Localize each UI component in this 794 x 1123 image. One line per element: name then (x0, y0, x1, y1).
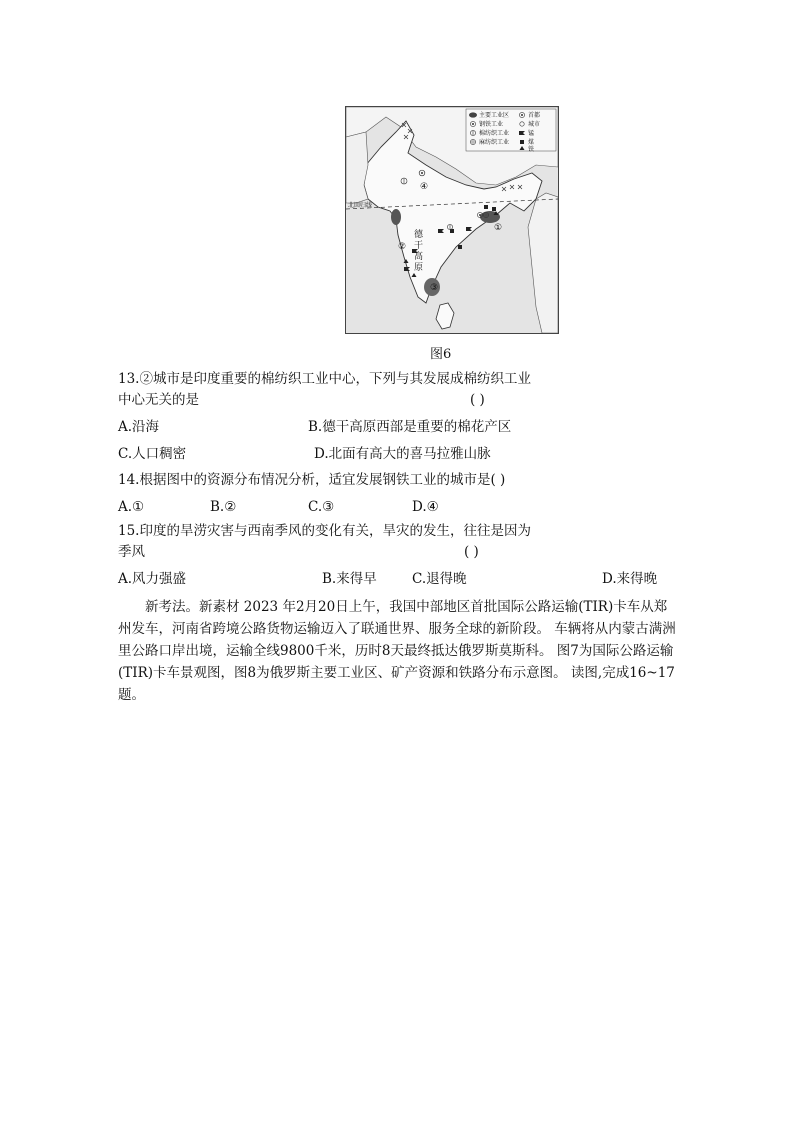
question-13-option-d: D.北面有高大的喜马拉雅山脉 (314, 446, 491, 462)
map-legend (466, 109, 556, 153)
question-13-option-c: C.人口稠密 (118, 446, 187, 462)
svg-text:干: 干 (414, 241, 424, 251)
reading-passage: 新考法。新素材 2023 年2月20日上午，我国中部地区首批国际公路运输(TIR)卡车从郑州发车，河南省跨境公路货物运输迈入了联通世界、服务全球的新阶段。 车辆将从内蒙古满洲里公路口岸出境，运输全线9800千米，历时8天最终抵达俄罗斯莫斯科。 图7为国际公路运输(TIR)卡车景观图，图8为俄罗斯主要工业区、矿产资源和铁路分布示意图。 读图,完成16~17题。 (118, 599, 676, 703)
svg-text:主要工业区: 主要工业区 (479, 112, 510, 119)
question-15-stem-line2: 季风 (118, 544, 145, 560)
svg-text:原: 原 (414, 263, 424, 273)
svg-text:高: 高 (414, 252, 424, 262)
question-15-option-c: C.退得晚 (412, 571, 467, 587)
question-14-option-c: C.③ (308, 499, 335, 515)
question-13-stem-line1: 13.②城市是印度重要的棉纺织工业中心，下列与其发展成棉纺织工业 (118, 371, 531, 387)
question-15-option-d: D.来得晚 (602, 571, 658, 587)
city-marker-3: ③ (430, 283, 439, 293)
question-14-option-d: D.④ (412, 499, 439, 515)
question-14-option-a: A.① (118, 499, 145, 515)
svg-text:煤: 煤 (528, 139, 535, 146)
question-13-option-b: B.德干高原西部是重要的棉花产区 (308, 419, 512, 435)
svg-text:棉纺织工业: 棉纺织工业 (479, 130, 510, 137)
question-13-stem-line2: 中心无关的是 (118, 392, 199, 408)
svg-text:铁: 铁 (528, 146, 535, 153)
svg-text:城市: 城市 (528, 121, 541, 128)
question-13-option-a: A.沿海 (118, 419, 160, 435)
svg-text:钢铁工业: 钢铁工业 (479, 121, 504, 128)
question-15-stem-line1: 15.印度的旱涝灾害与西南季风的变化有关，旱灾的发生，往往是因为 (118, 523, 531, 539)
question-15-option-b: B.来得早 (322, 571, 377, 587)
india-map-figure (345, 106, 559, 334)
svg-text:麻纺织工业: 麻纺织工业 (479, 139, 510, 146)
svg-text:首都: 首都 (528, 112, 541, 119)
deccan-plateau-label (414, 228, 424, 273)
question-13-bracket: ( ) (470, 392, 485, 408)
city-marker-2: ② (398, 242, 407, 252)
figure-caption: 图6 (430, 347, 452, 362)
city-marker-4: ④ (420, 182, 429, 192)
industrial-area-west (391, 209, 401, 225)
svg-text:锰: 锰 (528, 130, 535, 137)
question-15-option-a: A.风力强盛 (118, 571, 187, 587)
question-14-stem: 14.根据图中的资源分布情况分析，适宜发展钢铁工业的城市是( ) (118, 472, 506, 488)
tropic-label: 北回归线 (348, 202, 373, 209)
question-14-option-b: B.② (210, 499, 237, 515)
city-marker-1: ① (494, 223, 503, 233)
svg-text:德: 德 (414, 230, 424, 240)
question-15-bracket: ( ) (464, 544, 479, 560)
india-map-svg (346, 107, 558, 333)
